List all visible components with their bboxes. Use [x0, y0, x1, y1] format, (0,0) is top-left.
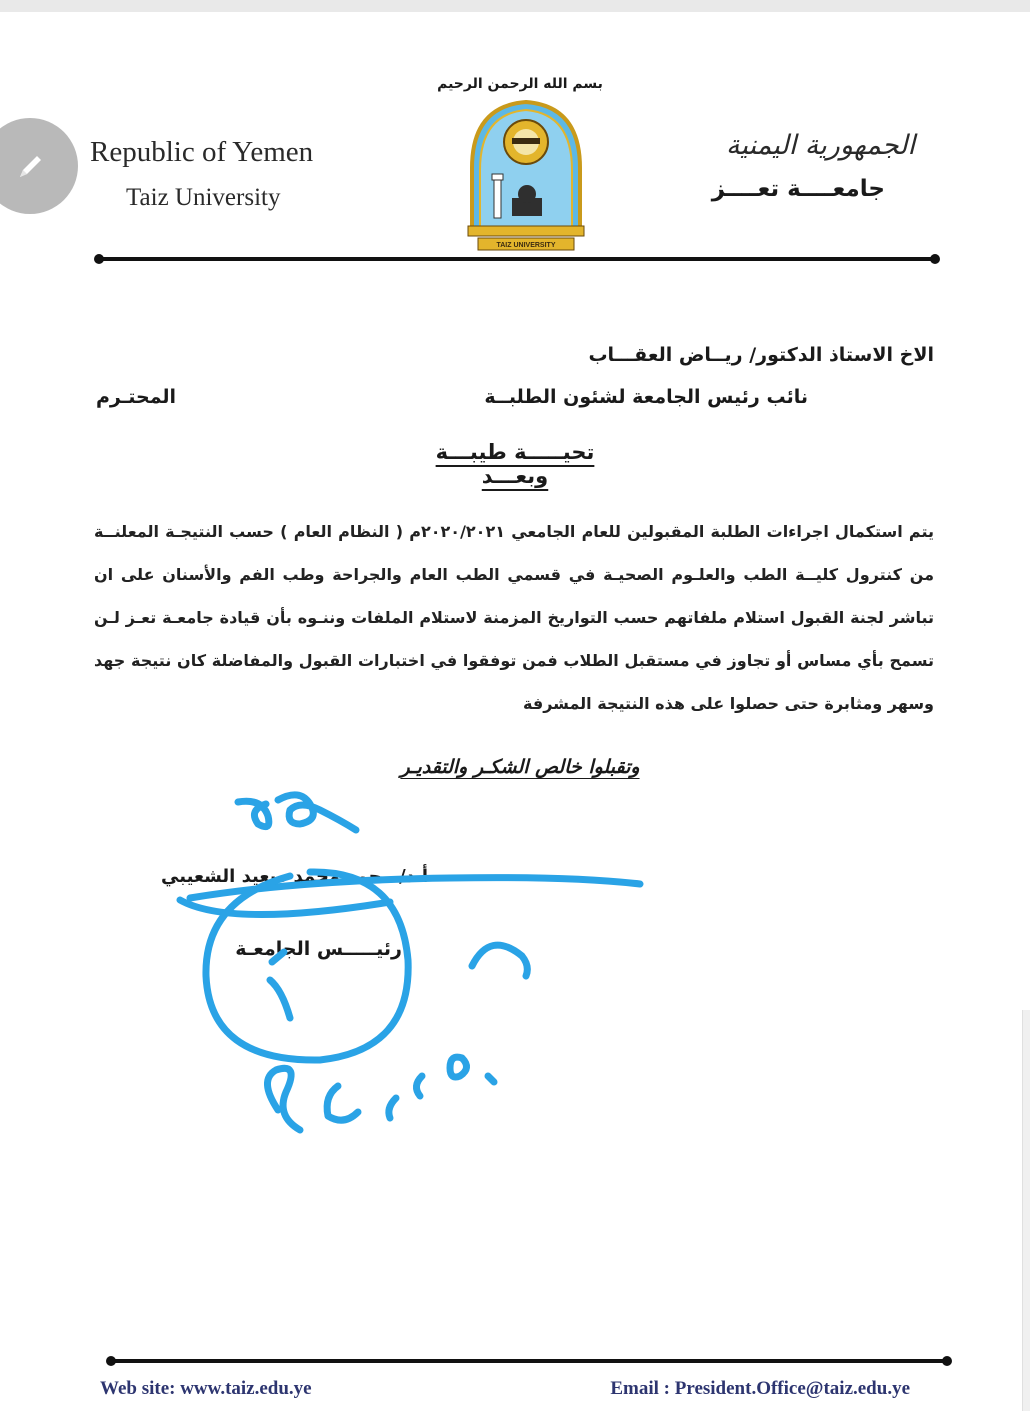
pencil-icon	[10, 146, 50, 186]
recipient-honorific: المحتـرم	[96, 386, 177, 408]
signatory-name: أ.د/ محمد محمد سعيد الشعيبي	[161, 866, 428, 887]
handwritten-signature	[150, 780, 670, 1180]
footer-website[interactable]: Web site: www.taiz.edu.ye	[100, 1378, 312, 1399]
university-name-ar: جامعــــة تعــــز	[711, 176, 885, 202]
letter-body: يتم استكمال اجراءات الطلبة المقبولين للعام الجامعي ٢٠٢٠/٢٠٢١م ( النظام العام ) حسب النتيجـة المعلنــة من كنترول كليــة الطب والعلـوم الصحيـة في قسمي الطب العام والجراحة وطب الفم والأسنان على ان تباشر لجنة القبول استلام ملفاتهم حسب التواريخ المزمنة لاستلام الملفات وننـوه بأن قيادة جامعـة تعـز لـن تسمح بأي مساس أو تجاوز في مستقبل الطلاب فمن توفقوا في اختبارات القبول والمفاضلة كان نتيجة جهد وسهر ومثابرة حتى حصلوا على هذه النتيجة المشرفة	[94, 522, 935, 713]
university-name-en: Taiz University	[126, 184, 281, 211]
scroll-edge[interactable]	[1022, 1010, 1030, 1411]
header-divider	[98, 257, 936, 261]
edit-button[interactable]	[0, 118, 78, 214]
logo-caption: TAIZ UNIVERSITY	[496, 242, 556, 249]
university-logo	[464, 98, 588, 254]
closing-line: وتقبلوا خالص الشكـر والتقديـر	[400, 756, 640, 778]
basmala: بسم الله الرحمن الرحيم	[437, 76, 603, 92]
recipient-title: نائب رئيس الجامعة لشئون الطلبــة	[484, 386, 808, 408]
republic-name-en: Republic of Yemen	[90, 136, 314, 168]
republic-name-ar: الجمهورية اليمنية	[725, 130, 915, 161]
footer-divider	[110, 1359, 948, 1363]
signatory-title: رئيـــــس الجامعـة	[235, 938, 402, 960]
recipient-name: الاخ الاستاذ الدكتور/ ريــاض العقـــاب	[588, 344, 934, 366]
footer-email[interactable]: Email : President.Office@taiz.edu.ye	[610, 1378, 910, 1399]
top-status-strip	[0, 0, 1030, 12]
greeting: تحيـــــة طيبـــة وبعـــد	[435, 440, 595, 488]
